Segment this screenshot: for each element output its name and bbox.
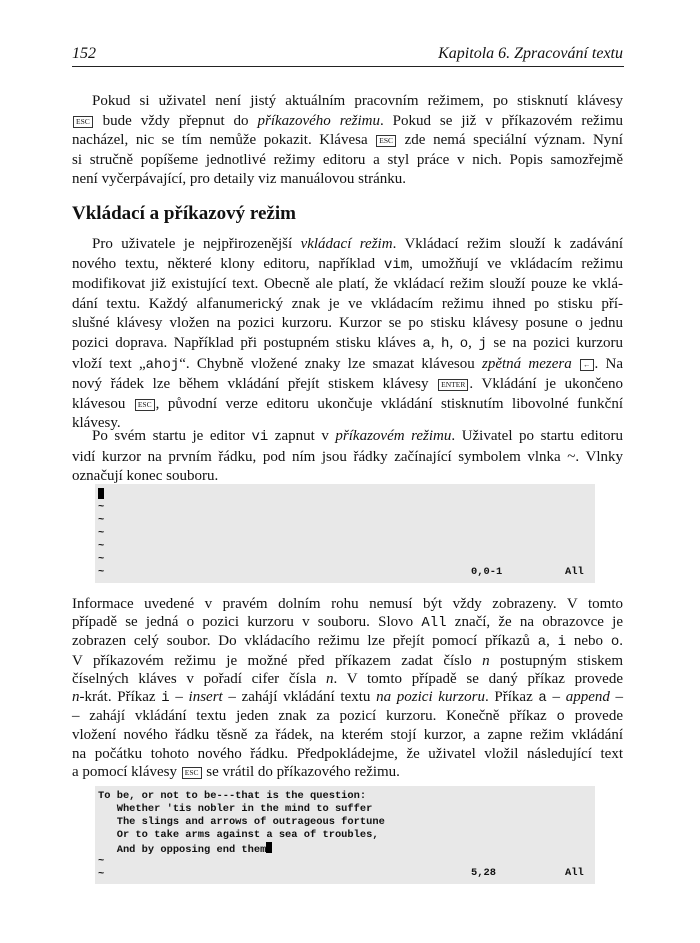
text-line (72, 112, 623, 132)
text-line (72, 355, 623, 376)
terminal-line (98, 527, 104, 540)
text-segment: “. Chybně vložené znaky lze smazat klávesou (179, 355, 482, 372)
cursor (98, 488, 104, 499)
code-text: i (161, 690, 170, 707)
code-text: a (538, 690, 547, 707)
code-text: a (537, 634, 547, 651)
text-segment: , (468, 334, 479, 351)
code-text: i (557, 634, 567, 651)
text-segment: . V tomto případě se daný příkaz provede (333, 670, 623, 687)
text-segment: – (546, 689, 566, 706)
emphasis-text: n (482, 652, 490, 669)
text-line (72, 170, 623, 190)
terminal-line (98, 553, 104, 566)
terminal-line (98, 790, 366, 803)
chapter-title: Kapitola 6. Zpracování textu (438, 45, 623, 62)
code-text: o (459, 335, 469, 352)
text-segment: nebo (566, 633, 611, 650)
terminal-line (98, 842, 272, 857)
terminal-line (98, 566, 104, 579)
text-segment: a pomocí klávesy (72, 763, 181, 780)
text-segment: nacházel, nic se tím nemůže pokazit. Klávesa (72, 132, 376, 149)
text-segment: . Na (594, 355, 623, 372)
text-segment: není vyčerpávající, pro detaily viz manuálovou stránku. (72, 171, 407, 188)
terminal-line-text: ~ (98, 855, 105, 867)
text-line (72, 275, 623, 295)
text-line (72, 334, 623, 355)
terminal-line (98, 855, 104, 868)
code-text: a (422, 335, 431, 352)
text-segment: . Pokud se již v příkazovém režimu (380, 112, 624, 129)
terminal-line-text: ~ (98, 553, 105, 565)
key-cap: ← (580, 359, 594, 371)
terminal-line (98, 501, 104, 514)
terminal-line (98, 829, 379, 842)
text-segment: vidí kurzor na prvním řádku, pod ním jsou řádky začínající symbolem vlnka ~. Vlnky (72, 448, 623, 465)
text-line (72, 375, 623, 395)
text-segment: klávesou (72, 395, 134, 412)
key-cap: ESC (376, 135, 396, 147)
text-segment: Pro uživatele je nejpřirozenější (92, 236, 301, 252)
text-line (72, 395, 623, 415)
text-line (72, 131, 623, 151)
text-segment: , (449, 334, 460, 351)
text-segment: se na pozici kurzoru (486, 334, 623, 351)
text-segment: dání textu. Každý alfanumerický znak je ve vkládacím režimu ihned po stisku pří- (72, 295, 623, 312)
header-rule (72, 66, 624, 67)
text-segment: zobrazen celý soubor. Do vkládacího režimu lze přejít pomocí příkazů (72, 633, 538, 650)
cursor (266, 842, 272, 853)
text-segment: slušné klávesy vložen na pozici kurzoru. Kurzor se po stisku klávesy posune o jednu (72, 315, 623, 332)
code-text: ahoj (145, 356, 180, 373)
text-line (72, 595, 623, 613)
text-segment: V příkazovém režimu je možné před příkazem zadat číslo (72, 652, 483, 669)
text-segment: – (609, 689, 624, 706)
text-segment: zapnut v (268, 428, 336, 444)
text-line (72, 745, 623, 763)
text-segment: – zahájí vkládání textu jeden znak za pozicí kurzoru. Konečně příkaz (72, 708, 557, 725)
text-segment: -krát. Příkaz (79, 689, 162, 706)
text-segment: . Uživatel po startu editoru (451, 428, 623, 444)
terminal-line-text: ~ (98, 540, 105, 552)
key-cap: ESC (182, 767, 202, 779)
terminal-line (98, 868, 104, 881)
text-segment: , (430, 334, 442, 351)
text-segment: . Vkládání je ukončeno (469, 376, 623, 393)
terminal-line-text: And by opposing end them (98, 844, 267, 856)
text-line (72, 427, 623, 448)
text-segment: označují konec souboru. (72, 468, 219, 485)
text-line (72, 295, 623, 315)
text-segment: . Příkaz (484, 689, 539, 706)
text-line (72, 652, 623, 670)
text-segment: . Vkládací režim slouží k zadávání (392, 236, 623, 252)
text-segment: bude vždy přepnut do (93, 112, 258, 129)
key-cap: ESC (135, 399, 155, 411)
code-text: o (610, 634, 620, 651)
terminal-line-text: ~ (98, 868, 105, 880)
emphasis-text: zpětná mezera (482, 355, 572, 372)
text-line (72, 255, 623, 276)
text-segment: Po svém startu je editor (92, 428, 252, 444)
text-segment: zde nemá speciální význam. Nyní (397, 132, 623, 149)
terminal-line-text: Or to take arms against a sea of troubles, (98, 829, 379, 841)
code-text: vi (251, 429, 269, 445)
text-segment: značí, že na obrazovce je (446, 614, 623, 631)
vi-screen-empty (95, 484, 595, 583)
text-segment: případě se jedná o pozici kurzoru v souboru. Slovo (72, 614, 422, 631)
text-segment: pozici doprava. Například při postupném stisku kláves (72, 334, 423, 351)
terminal-line (98, 816, 385, 829)
text-line (72, 632, 623, 651)
text-segment: číselných kláves v pořadí cifer čísla (72, 670, 327, 687)
terminal-line (98, 803, 372, 816)
terminal-line (98, 514, 104, 527)
text-segment: vložení nového řádku těsně za řádek, na kterém stojí kurzor, a zapne režim vkládání (72, 727, 623, 744)
text-line (72, 92, 623, 112)
emphasis-text: insert (188, 689, 223, 706)
text-line (72, 613, 623, 632)
terminal-line-text: ~ (98, 527, 105, 539)
section-heading: Vkládací a příkazový režim (72, 203, 296, 224)
terminal-line-text: ~ (98, 566, 105, 578)
text-segment: se vrátil do příkazového režimu. (202, 763, 400, 780)
vi-screen-text (95, 786, 595, 884)
terminal-line-text: ~ (98, 501, 105, 513)
text-segment: , umožňují ve vkládacím režimu (409, 255, 623, 272)
terminal-line-text: To be, or not to be---that is the question: (98, 790, 367, 802)
text-line (72, 448, 623, 468)
emphasis-text: na pozici kurzoru (376, 689, 485, 706)
text-segment: modifikovat již existující text. Obecně ale platí, že vkládací režim slouží pouze ke vklá- (72, 276, 623, 293)
text-segment: – zahájí vkládání textu (222, 689, 377, 706)
cursor-position: 5,28 (471, 867, 496, 879)
emphasis-text: n (72, 689, 80, 706)
text-segment: . (619, 633, 623, 650)
text-segment: Informace uvedené v pravém dolním rohu nemusí být vždy zobrazeny. V tomto (72, 596, 623, 612)
code-text: vim (383, 256, 410, 273)
text-segment: klávesy. (72, 415, 121, 432)
key-cap: ESC (73, 116, 93, 128)
key-cap: ENTER (438, 379, 468, 391)
text-segment: , (546, 633, 558, 650)
terminal-line-text: The slings and arrows of outrageous fortune (98, 816, 385, 828)
text-line (72, 670, 623, 688)
text-line (72, 707, 623, 726)
text-segment: vloží text „ (72, 355, 146, 372)
paragraph-command-mode (72, 427, 623, 487)
scroll-indicator: All (565, 566, 584, 578)
text-line (72, 235, 623, 255)
text-segment: nového textu, některé klony editoru, například (72, 255, 384, 272)
text-segment: provede (564, 708, 623, 725)
emphasis-text: příkazovém režimu (335, 428, 452, 444)
text-segment: nový řádek lze během vkládání přejít stiskem klávesy (72, 376, 438, 393)
text-segment: , původní verze editoru ukončuje vkládání stisknutím libovolné funkční (155, 395, 623, 412)
emphasis-text: vkládací režim (300, 236, 393, 252)
emphasis-text: příkazového režimu (257, 112, 380, 129)
terminal-line-text: ~ (98, 514, 105, 526)
code-text: o (556, 709, 565, 726)
terminal-line-text: Whether 'tis nobler in the mind to suffer (98, 803, 373, 815)
text-segment (572, 356, 579, 372)
text-line (72, 688, 623, 707)
text-segment: Pokud si uživatel není jistý aktuálním pracovním režimem, po stisknutí klávesy (92, 93, 623, 109)
text-segment: na počátku tohoto nového řádku. Předpokládejme, že uživatel vložil následující text (72, 745, 623, 762)
text-line (72, 314, 623, 334)
paragraph-info (72, 595, 623, 781)
terminal-line (98, 540, 104, 553)
page-number: 152 (72, 45, 96, 62)
text-line (72, 726, 623, 744)
cursor-position: 0,0-1 (471, 566, 503, 578)
text-line (72, 151, 623, 171)
code-text: h (441, 335, 450, 352)
text-segment: postupným stiskem (489, 652, 623, 669)
text-segment: – (169, 689, 189, 706)
emphasis-text: append (565, 689, 610, 706)
emphasis-text: n (326, 670, 334, 687)
code-text: j (478, 335, 487, 352)
paragraph-insert-mode (72, 235, 623, 434)
text-segment: si stručně popíšeme jednotlivé režimy editoru a styl práce v nich. Popis samozřejmě (72, 151, 623, 168)
code-text: All (421, 615, 447, 632)
paragraph-intro (72, 92, 623, 190)
text-line (72, 763, 623, 781)
scroll-indicator: All (565, 867, 584, 879)
